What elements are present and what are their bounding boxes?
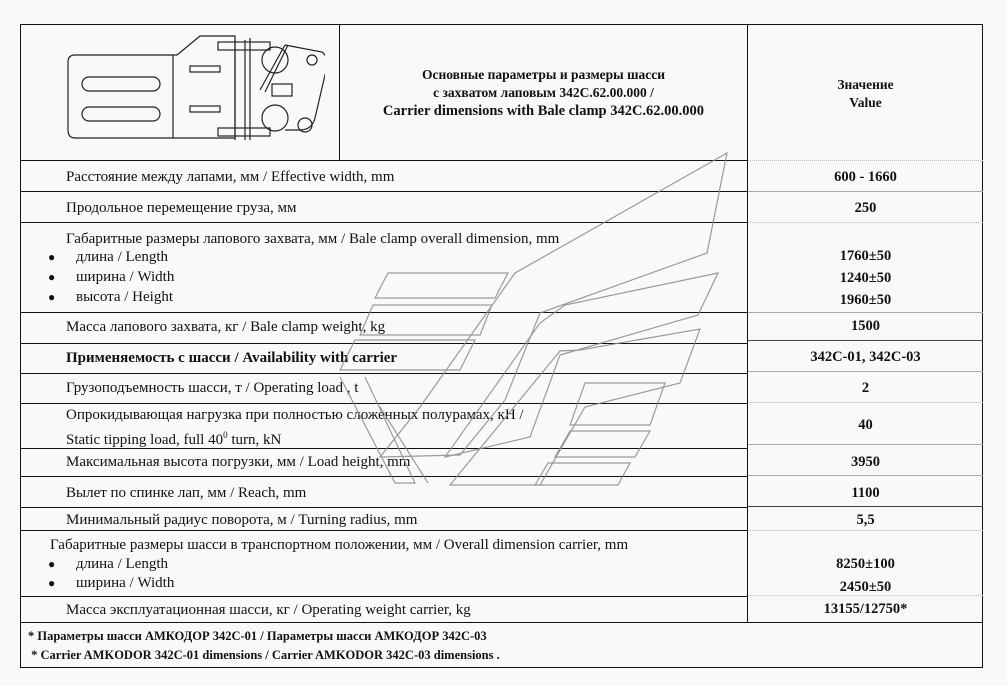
row-value-availability: 342C-01, 342C-03 bbox=[810, 349, 921, 365]
list-item bbox=[48, 287, 173, 307]
row-label-carrier-dimension: Габаритные размеры шасси в транспортном положении, мм / Overall dimension carrier, mm bbox=[50, 537, 629, 553]
row-border bbox=[20, 191, 747, 192]
bullet-icon: ● bbox=[48, 576, 56, 590]
row-label-bale-clamp-weight: Масса лапового захвата, кг / Bale clamp weight, kg bbox=[66, 319, 386, 335]
row-value-longitudinal-shift: 250 bbox=[854, 200, 877, 216]
bullet-icon: ● bbox=[48, 250, 56, 264]
list-item bbox=[48, 573, 174, 593]
title-line-2: с захватом лаповым 342C.62.00.000 / bbox=[433, 85, 654, 100]
row-label-bale-clamp-dimension: Габаритные размеры лапового захвата, мм / Bale clamp overall dimension, mm bbox=[66, 231, 560, 247]
row-label-operating-weight: Масса эксплуатационная шасси, кг / Operating weight carrier, kg bbox=[66, 602, 471, 618]
row-value-effective-width: 600 - 1660 bbox=[834, 169, 897, 185]
row-value-tipping-load: 40 bbox=[858, 417, 873, 433]
row-border bbox=[748, 371, 983, 372]
row-value-turning-radius: 5,5 bbox=[856, 512, 875, 528]
list-item bbox=[48, 267, 174, 287]
value-header-en: Value bbox=[849, 95, 882, 110]
row-border bbox=[748, 444, 983, 445]
degree-superscript: 0 bbox=[223, 430, 228, 440]
row-border bbox=[20, 403, 747, 404]
value-header-ru: Значение bbox=[837, 77, 894, 92]
bale-clamp-drawing-icon bbox=[60, 30, 325, 145]
row-label-effective-width: Расстояние между лапами, мм / Effective width, mm bbox=[66, 169, 395, 185]
bullet-icon: ● bbox=[48, 557, 56, 571]
row-border bbox=[20, 530, 747, 531]
list-item bbox=[48, 554, 168, 574]
row-value-bale-clamp-weight: 1500 bbox=[851, 318, 880, 334]
row-value-reach: 1100 bbox=[851, 485, 880, 501]
row-label-tipping-load-ru: Опрокидывающая нагрузка при полностью сложенных полурамах, кН / bbox=[66, 407, 524, 423]
row-border bbox=[748, 402, 983, 403]
bullet-icon: ● bbox=[48, 290, 56, 304]
row-value-carrier-length: 8250±100 bbox=[836, 556, 895, 572]
list-item bbox=[48, 247, 168, 267]
row-border bbox=[20, 507, 747, 508]
row-label-longitudinal-shift: Продольное перемещение груза, мм bbox=[66, 200, 297, 216]
row-border bbox=[748, 160, 983, 161]
row-label-availability: Применяемость с шасси / Availability with carrier bbox=[66, 350, 398, 366]
row-border bbox=[748, 475, 983, 476]
row-value-height: 1960±50 bbox=[839, 292, 892, 308]
bullet-icon: ● bbox=[48, 270, 56, 284]
row-border bbox=[20, 596, 747, 597]
table-title bbox=[340, 66, 747, 120]
footnote-ru: * Параметры шасси АМКОДОР 342С-01 / Параметры шасси АМКОДОР 342С-03 bbox=[28, 629, 487, 643]
value-column-header bbox=[748, 76, 983, 112]
row-value-width: 1240±50 bbox=[839, 270, 892, 286]
item-label: высота / Height bbox=[76, 289, 174, 305]
footnote-border bbox=[20, 622, 983, 623]
row-label-reach: Вылет по спинке лап, мм / Reach, mm bbox=[66, 485, 307, 501]
title-line-1: Основные параметры и размеры шасси bbox=[421, 67, 666, 82]
row-border bbox=[20, 312, 747, 313]
row-label-turning-radius: Минимальный радиус поворота, м / Turning radius, mm bbox=[66, 512, 418, 528]
row-value-length: 1760±50 bbox=[839, 248, 892, 264]
row-value-operating-weight: 13155/12750* bbox=[823, 601, 908, 617]
row-border bbox=[748, 222, 983, 223]
item-label: ширина / Width bbox=[76, 269, 175, 285]
row-label-tipping-load-en bbox=[66, 425, 281, 450]
item-label: длина / Length bbox=[76, 249, 168, 265]
row-border bbox=[20, 476, 747, 477]
row-label-load-height: Максимальная высота погрузки, мм / Load height, mm bbox=[66, 454, 411, 470]
row-border bbox=[20, 160, 747, 161]
tipping-load-text-tail: turn, kN bbox=[227, 432, 282, 448]
row-value-carrier-width: 2450±50 bbox=[839, 579, 892, 595]
title-line-3: Carrier dimensions with Bale clamp 342C.62.00.000 bbox=[382, 103, 705, 119]
row-border bbox=[748, 191, 983, 192]
row-border bbox=[20, 343, 747, 344]
row-border bbox=[748, 340, 983, 341]
row-value-operating-load: 2 bbox=[861, 380, 870, 396]
tipping-load-text: Static tipping load, full 40 bbox=[66, 432, 224, 448]
row-border bbox=[748, 530, 983, 531]
row-border bbox=[20, 222, 747, 223]
item-label: длина / Length bbox=[76, 556, 168, 572]
row-value-load-height: 3950 bbox=[851, 454, 880, 470]
row-label-operating-load: Грузоподъемность шасси, т / Operating load , t bbox=[66, 380, 359, 396]
footnote-en: * Carrier AMKODOR 342C-01 dimensions / Carrier AMKODOR 342C-03 dimensions . bbox=[28, 648, 500, 662]
row-border bbox=[748, 312, 983, 313]
row-border bbox=[748, 506, 983, 507]
row-border bbox=[20, 373, 747, 374]
item-label: ширина / Width bbox=[76, 575, 175, 591]
